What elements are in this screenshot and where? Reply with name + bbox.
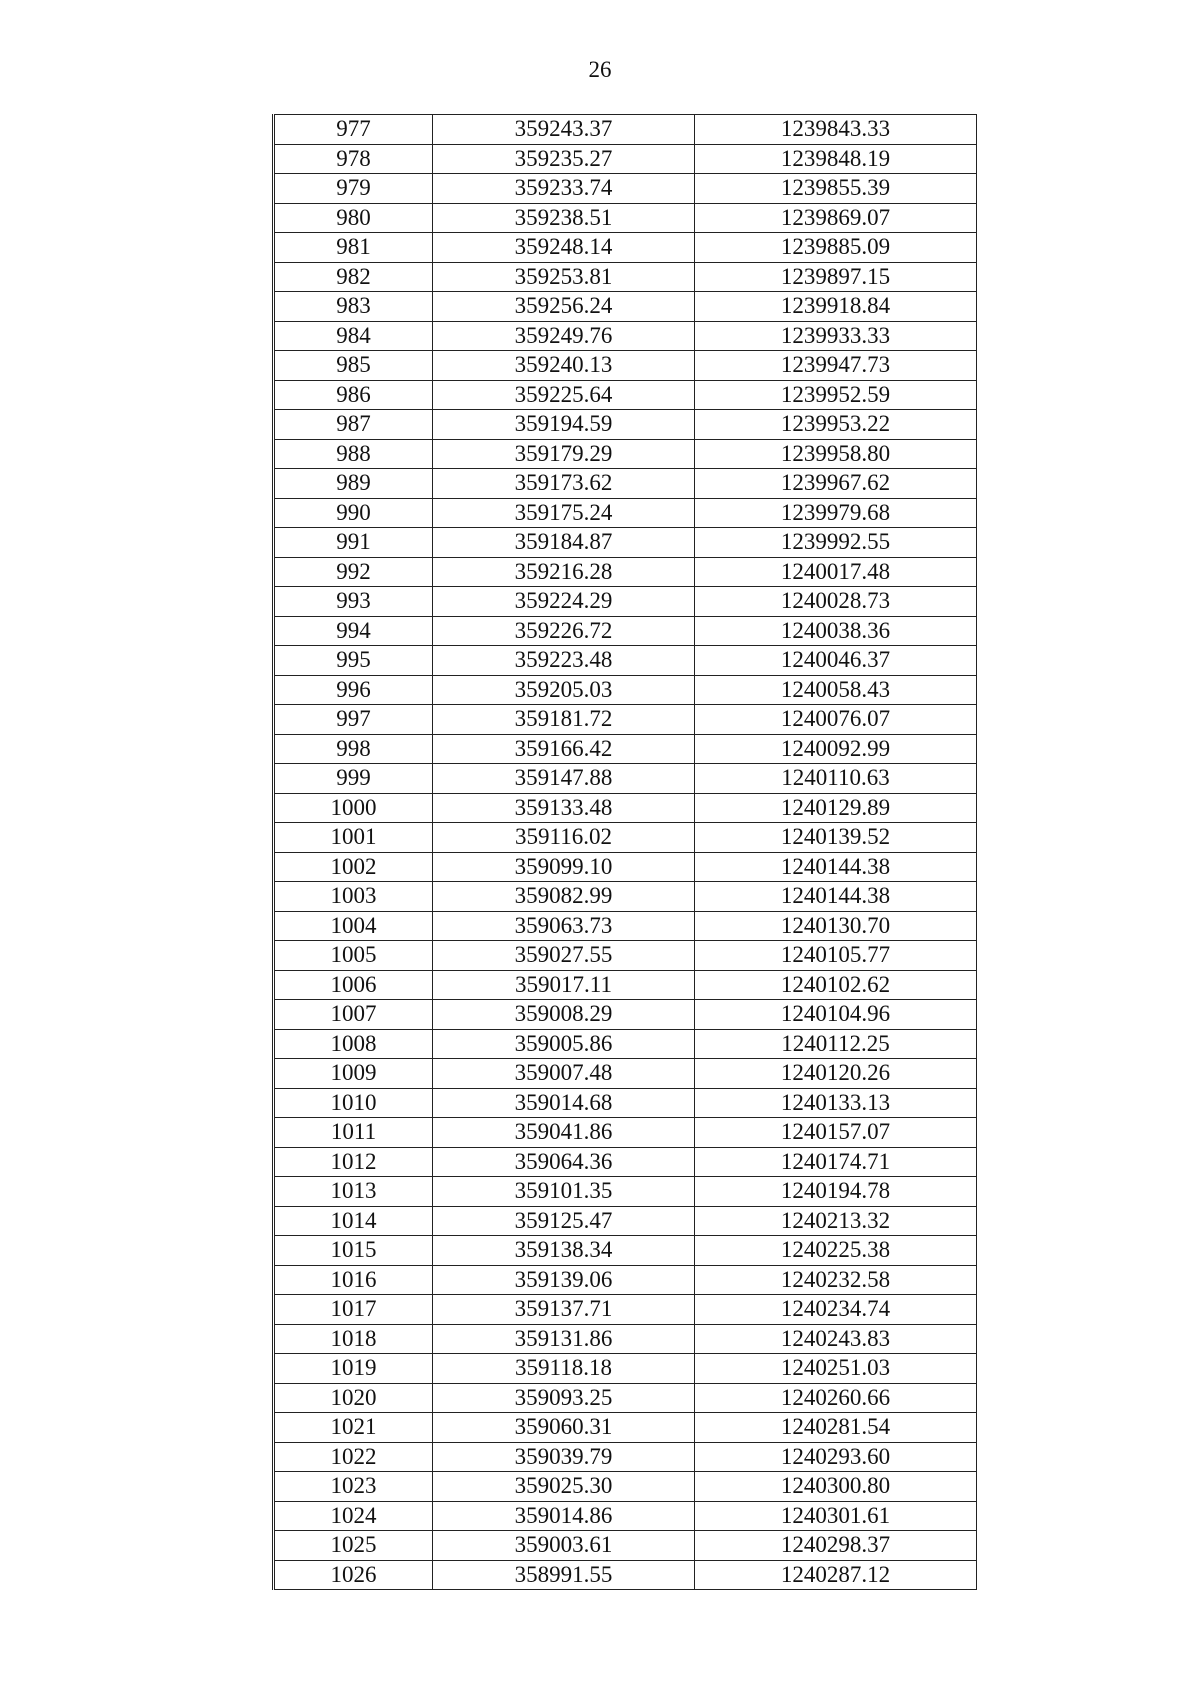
x-coordinate-cell: 359233.74 bbox=[433, 174, 695, 204]
y-coordinate-cell: 1240293.60 bbox=[695, 1442, 977, 1472]
x-coordinate-cell: 359116.02 bbox=[433, 823, 695, 853]
x-coordinate-cell: 359064.36 bbox=[433, 1147, 695, 1177]
x-coordinate-cell: 359179.29 bbox=[433, 439, 695, 469]
x-coordinate-cell: 359225.64 bbox=[433, 380, 695, 410]
point-number-cell: 992 bbox=[274, 557, 433, 587]
point-number-cell: 1006 bbox=[274, 970, 433, 1000]
point-number-cell: 981 bbox=[274, 233, 433, 263]
x-coordinate-cell: 359131.86 bbox=[433, 1324, 695, 1354]
table-row bbox=[274, 1324, 977, 1354]
table-row bbox=[274, 823, 977, 853]
x-coordinate-cell: 359007.48 bbox=[433, 1059, 695, 1089]
x-coordinate-cell: 359184.87 bbox=[433, 528, 695, 558]
table-row bbox=[274, 1501, 977, 1531]
x-coordinate-cell: 359041.86 bbox=[433, 1118, 695, 1148]
x-coordinate-cell: 359133.48 bbox=[433, 793, 695, 823]
y-coordinate-cell: 1240194.78 bbox=[695, 1177, 977, 1207]
point-number-cell: 989 bbox=[274, 469, 433, 499]
x-coordinate-cell: 359194.59 bbox=[433, 410, 695, 440]
point-number-cell: 1025 bbox=[274, 1531, 433, 1561]
x-coordinate-cell: 359003.61 bbox=[433, 1531, 695, 1561]
y-coordinate-cell: 1239897.15 bbox=[695, 262, 977, 292]
x-coordinate-cell: 359137.71 bbox=[433, 1295, 695, 1325]
table-row bbox=[274, 1000, 977, 1030]
y-coordinate-cell: 1240251.03 bbox=[695, 1354, 977, 1384]
point-number-cell: 978 bbox=[274, 144, 433, 174]
table-row bbox=[274, 1442, 977, 1472]
y-coordinate-cell: 1240102.62 bbox=[695, 970, 977, 1000]
table-row bbox=[274, 970, 977, 1000]
table-row bbox=[274, 646, 977, 676]
x-coordinate-cell: 359099.10 bbox=[433, 852, 695, 882]
point-number-cell: 982 bbox=[274, 262, 433, 292]
y-coordinate-cell: 1240130.70 bbox=[695, 911, 977, 941]
table-row bbox=[274, 1206, 977, 1236]
point-number-cell: 977 bbox=[274, 115, 433, 145]
x-coordinate-cell: 359125.47 bbox=[433, 1206, 695, 1236]
coordinates-table bbox=[272, 114, 977, 1590]
x-coordinate-cell: 359027.55 bbox=[433, 941, 695, 971]
table-row bbox=[274, 616, 977, 646]
table-row bbox=[274, 321, 977, 351]
point-number-cell: 1019 bbox=[274, 1354, 433, 1384]
y-coordinate-cell: 1239848.19 bbox=[695, 144, 977, 174]
point-number-cell: 1002 bbox=[274, 852, 433, 882]
table-row bbox=[274, 793, 977, 823]
table-row bbox=[274, 1147, 977, 1177]
table-row bbox=[274, 1236, 977, 1266]
x-coordinate-cell: 359082.99 bbox=[433, 882, 695, 912]
y-coordinate-cell: 1240133.13 bbox=[695, 1088, 977, 1118]
table-row bbox=[274, 174, 977, 204]
table-row bbox=[274, 380, 977, 410]
point-number-cell: 1024 bbox=[274, 1501, 433, 1531]
y-coordinate-cell: 1240076.07 bbox=[695, 705, 977, 735]
y-coordinate-cell: 1239952.59 bbox=[695, 380, 977, 410]
point-number-cell: 984 bbox=[274, 321, 433, 351]
y-coordinate-cell: 1240144.38 bbox=[695, 852, 977, 882]
y-coordinate-cell: 1239885.09 bbox=[695, 233, 977, 263]
table-row bbox=[274, 1265, 977, 1295]
table-row bbox=[274, 1029, 977, 1059]
y-coordinate-cell: 1240139.52 bbox=[695, 823, 977, 853]
y-coordinate-cell: 1240120.26 bbox=[695, 1059, 977, 1089]
table-row bbox=[274, 734, 977, 764]
x-coordinate-cell: 359101.35 bbox=[433, 1177, 695, 1207]
table-row bbox=[274, 764, 977, 794]
page-number: 26 bbox=[588, 57, 612, 82]
point-number-cell: 1012 bbox=[274, 1147, 433, 1177]
x-coordinate-cell: 359138.34 bbox=[433, 1236, 695, 1266]
y-coordinate-cell: 1239967.62 bbox=[695, 469, 977, 499]
table-row bbox=[274, 941, 977, 971]
y-coordinate-cell: 1240144.38 bbox=[695, 882, 977, 912]
x-coordinate-cell: 359166.42 bbox=[433, 734, 695, 764]
table-row bbox=[274, 1295, 977, 1325]
x-coordinate-cell: 359017.11 bbox=[433, 970, 695, 1000]
table-row bbox=[274, 1531, 977, 1561]
point-number-cell: 1010 bbox=[274, 1088, 433, 1118]
table-row bbox=[274, 115, 977, 145]
table-row bbox=[274, 469, 977, 499]
y-coordinate-cell: 1240287.12 bbox=[695, 1560, 977, 1590]
x-coordinate-cell: 359014.86 bbox=[433, 1501, 695, 1531]
x-coordinate-cell: 359249.76 bbox=[433, 321, 695, 351]
point-number-cell: 1009 bbox=[274, 1059, 433, 1089]
point-number-cell: 1005 bbox=[274, 941, 433, 971]
y-coordinate-cell: 1240017.48 bbox=[695, 557, 977, 587]
coordinates-table-body bbox=[274, 115, 977, 1590]
x-coordinate-cell: 359093.25 bbox=[433, 1383, 695, 1413]
table-row bbox=[274, 1177, 977, 1207]
point-number-cell: 987 bbox=[274, 410, 433, 440]
table-row bbox=[274, 233, 977, 263]
y-coordinate-cell: 1239992.55 bbox=[695, 528, 977, 558]
x-coordinate-cell: 359238.51 bbox=[433, 203, 695, 233]
point-number-cell: 1001 bbox=[274, 823, 433, 853]
x-coordinate-cell: 359240.13 bbox=[433, 351, 695, 381]
point-number-cell: 993 bbox=[274, 587, 433, 617]
point-number-cell: 1026 bbox=[274, 1560, 433, 1590]
point-number-cell: 1015 bbox=[274, 1236, 433, 1266]
x-coordinate-cell: 358991.55 bbox=[433, 1560, 695, 1590]
x-coordinate-cell: 359039.79 bbox=[433, 1442, 695, 1472]
y-coordinate-cell: 1239947.73 bbox=[695, 351, 977, 381]
y-coordinate-cell: 1240157.07 bbox=[695, 1118, 977, 1148]
point-number-cell: 990 bbox=[274, 498, 433, 528]
x-coordinate-cell: 359223.48 bbox=[433, 646, 695, 676]
y-coordinate-cell: 1240301.61 bbox=[695, 1501, 977, 1531]
table-row bbox=[274, 1059, 977, 1089]
y-coordinate-cell: 1240243.83 bbox=[695, 1324, 977, 1354]
point-number-cell: 996 bbox=[274, 675, 433, 705]
table-row bbox=[274, 528, 977, 558]
point-number-cell: 985 bbox=[274, 351, 433, 381]
point-number-cell: 1016 bbox=[274, 1265, 433, 1295]
table-row bbox=[274, 1413, 977, 1443]
y-coordinate-cell: 1240105.77 bbox=[695, 941, 977, 971]
table-row bbox=[274, 439, 977, 469]
x-coordinate-cell: 359005.86 bbox=[433, 1029, 695, 1059]
point-number-cell: 980 bbox=[274, 203, 433, 233]
y-coordinate-cell: 1240232.58 bbox=[695, 1265, 977, 1295]
point-number-cell: 1023 bbox=[274, 1472, 433, 1502]
table-row bbox=[274, 351, 977, 381]
x-coordinate-cell: 359248.14 bbox=[433, 233, 695, 263]
y-coordinate-cell: 1239958.80 bbox=[695, 439, 977, 469]
table-row bbox=[274, 557, 977, 587]
y-coordinate-cell: 1240225.38 bbox=[695, 1236, 977, 1266]
y-coordinate-cell: 1240038.36 bbox=[695, 616, 977, 646]
x-coordinate-cell: 359181.72 bbox=[433, 705, 695, 735]
table-row bbox=[274, 1118, 977, 1148]
table-row bbox=[274, 203, 977, 233]
point-number-cell: 1013 bbox=[274, 1177, 433, 1207]
table-row bbox=[274, 675, 977, 705]
point-number-cell: 998 bbox=[274, 734, 433, 764]
point-number-cell: 1004 bbox=[274, 911, 433, 941]
point-number-cell: 986 bbox=[274, 380, 433, 410]
point-number-cell: 1011 bbox=[274, 1118, 433, 1148]
table-row bbox=[274, 587, 977, 617]
y-coordinate-cell: 1240300.80 bbox=[695, 1472, 977, 1502]
y-coordinate-cell: 1239953.22 bbox=[695, 410, 977, 440]
x-coordinate-cell: 359256.24 bbox=[433, 292, 695, 322]
table-row bbox=[274, 498, 977, 528]
y-coordinate-cell: 1240028.73 bbox=[695, 587, 977, 617]
y-coordinate-cell: 1239918.84 bbox=[695, 292, 977, 322]
y-coordinate-cell: 1240112.25 bbox=[695, 1029, 977, 1059]
table-row bbox=[274, 1472, 977, 1502]
x-coordinate-cell: 359224.29 bbox=[433, 587, 695, 617]
y-coordinate-cell: 1240281.54 bbox=[695, 1413, 977, 1443]
point-number-cell: 1000 bbox=[274, 793, 433, 823]
table-row bbox=[274, 410, 977, 440]
table-row bbox=[274, 144, 977, 174]
table-row bbox=[274, 705, 977, 735]
y-coordinate-cell: 1240046.37 bbox=[695, 646, 977, 676]
y-coordinate-cell: 1240129.89 bbox=[695, 793, 977, 823]
table-row bbox=[274, 1088, 977, 1118]
y-coordinate-cell: 1240174.71 bbox=[695, 1147, 977, 1177]
x-coordinate-cell: 359216.28 bbox=[433, 557, 695, 587]
x-coordinate-cell: 359008.29 bbox=[433, 1000, 695, 1030]
table-row bbox=[274, 852, 977, 882]
x-coordinate-cell: 359014.68 bbox=[433, 1088, 695, 1118]
point-number-cell: 999 bbox=[274, 764, 433, 794]
y-coordinate-cell: 1239855.39 bbox=[695, 174, 977, 204]
x-coordinate-cell: 359253.81 bbox=[433, 262, 695, 292]
x-coordinate-cell: 359173.62 bbox=[433, 469, 695, 499]
y-coordinate-cell: 1240104.96 bbox=[695, 1000, 977, 1030]
x-coordinate-cell: 359175.24 bbox=[433, 498, 695, 528]
x-coordinate-cell: 359118.18 bbox=[433, 1354, 695, 1384]
x-coordinate-cell: 359060.31 bbox=[433, 1413, 695, 1443]
point-number-cell: 983 bbox=[274, 292, 433, 322]
point-number-cell: 1008 bbox=[274, 1029, 433, 1059]
point-number-cell: 1020 bbox=[274, 1383, 433, 1413]
y-coordinate-cell: 1240058.43 bbox=[695, 675, 977, 705]
y-coordinate-cell: 1240234.74 bbox=[695, 1295, 977, 1325]
table-row bbox=[274, 262, 977, 292]
y-coordinate-cell: 1240260.66 bbox=[695, 1383, 977, 1413]
point-number-cell: 1022 bbox=[274, 1442, 433, 1472]
point-number-cell: 995 bbox=[274, 646, 433, 676]
y-coordinate-cell: 1239979.68 bbox=[695, 498, 977, 528]
y-coordinate-cell: 1239843.33 bbox=[695, 115, 977, 145]
point-number-cell: 1018 bbox=[274, 1324, 433, 1354]
table-row bbox=[274, 1560, 977, 1590]
point-number-cell: 1014 bbox=[274, 1206, 433, 1236]
x-coordinate-cell: 359025.30 bbox=[433, 1472, 695, 1502]
table-row bbox=[274, 292, 977, 322]
point-number-cell: 1007 bbox=[274, 1000, 433, 1030]
point-number-cell: 994 bbox=[274, 616, 433, 646]
point-number-cell: 988 bbox=[274, 439, 433, 469]
x-coordinate-cell: 359205.03 bbox=[433, 675, 695, 705]
table-row bbox=[274, 911, 977, 941]
x-coordinate-cell: 359063.73 bbox=[433, 911, 695, 941]
x-coordinate-cell: 359147.88 bbox=[433, 764, 695, 794]
y-coordinate-cell: 1240092.99 bbox=[695, 734, 977, 764]
y-coordinate-cell: 1240298.37 bbox=[695, 1531, 977, 1561]
point-number-cell: 997 bbox=[274, 705, 433, 735]
point-number-cell: 979 bbox=[274, 174, 433, 204]
x-coordinate-cell: 359243.37 bbox=[433, 115, 695, 145]
y-coordinate-cell: 1240110.63 bbox=[695, 764, 977, 794]
x-coordinate-cell: 359235.27 bbox=[433, 144, 695, 174]
table-row bbox=[274, 1383, 977, 1413]
y-coordinate-cell: 1240213.32 bbox=[695, 1206, 977, 1236]
x-coordinate-cell: 359139.06 bbox=[433, 1265, 695, 1295]
table-row bbox=[274, 1354, 977, 1384]
point-number-cell: 1021 bbox=[274, 1413, 433, 1443]
y-coordinate-cell: 1239933.33 bbox=[695, 321, 977, 351]
point-number-cell: 1003 bbox=[274, 882, 433, 912]
point-number-cell: 1017 bbox=[274, 1295, 433, 1325]
table-row bbox=[274, 882, 977, 912]
x-coordinate-cell: 359226.72 bbox=[433, 616, 695, 646]
y-coordinate-cell: 1239869.07 bbox=[695, 203, 977, 233]
point-number-cell: 991 bbox=[274, 528, 433, 558]
